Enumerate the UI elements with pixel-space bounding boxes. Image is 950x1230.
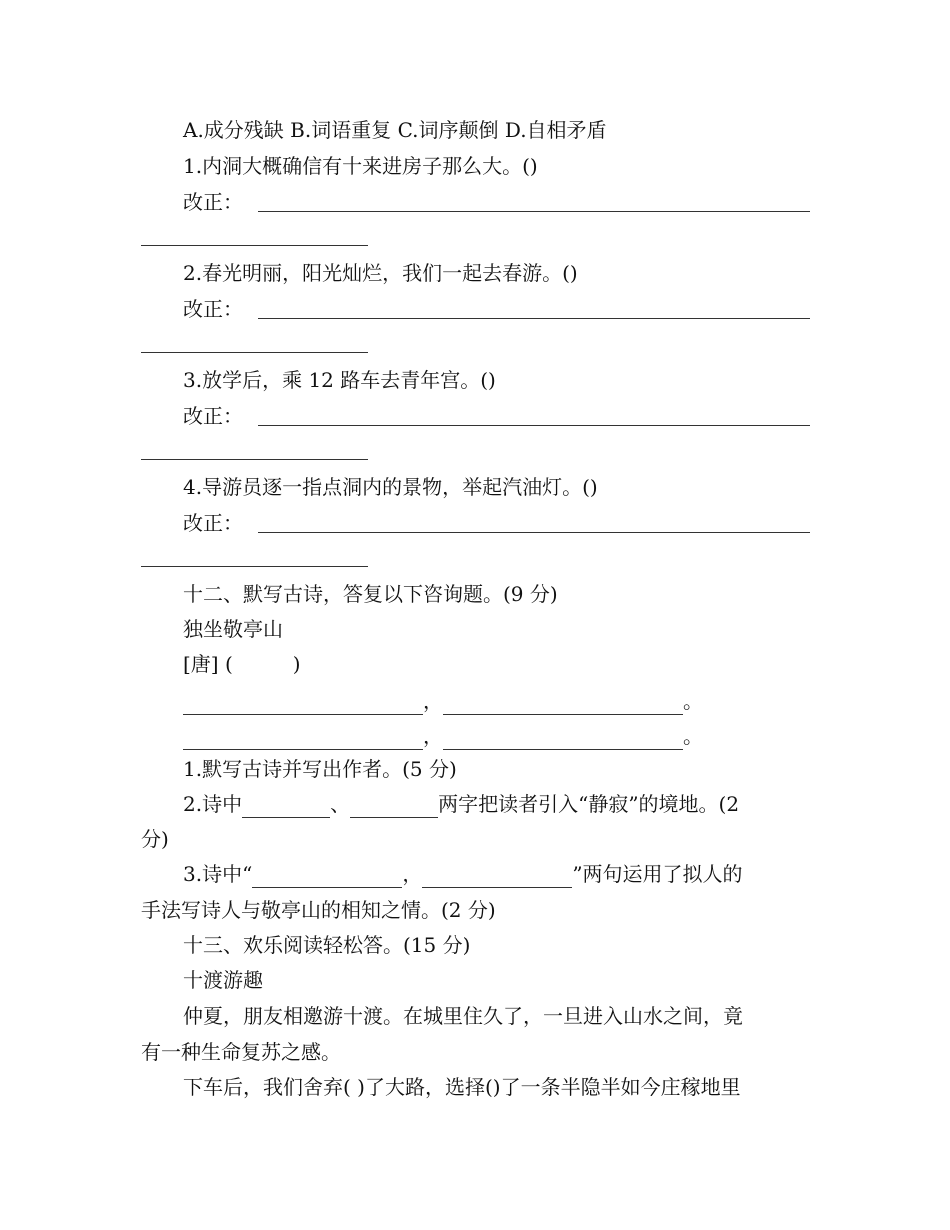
- poem-line-2: [183, 722, 703, 750]
- correction-sentence-3: 3.放学后，乘 12 路车去青年宫。(): [183, 368, 496, 392]
- question-2-continued: 分): [141, 827, 169, 851]
- poem-comma: ，: [423, 689, 443, 713]
- poem-comma: ，: [423, 724, 443, 748]
- section-12-heading: 十二、默写古诗，答复以下咨询题。(9 分): [183, 582, 558, 606]
- question-2-separator: 、: [330, 792, 351, 816]
- question-3: [183, 860, 743, 888]
- poem-blank-1[interactable]: [183, 694, 423, 715]
- poem-blank-2[interactable]: [443, 694, 683, 715]
- poem-period: 。: [683, 724, 703, 748]
- question-2-suffix: 两字把读者引入“静寂”的境地。(2: [438, 792, 740, 816]
- poem-dynasty-author: [唐] ( ): [183, 652, 301, 676]
- question-2-blank-2[interactable]: [350, 797, 438, 818]
- correction-sentence-2: 2.春光明丽，阳光灿烂，我们一起去春游。(): [183, 261, 578, 285]
- poem-blank-3[interactable]: [183, 729, 423, 750]
- correction-label-3: 改正：: [183, 404, 243, 428]
- poem-line-1: [183, 687, 703, 715]
- paragraph-2-line-1: 下车后，我们舍弃( )了大路，选择()了一条半隐半如今庄稼地里: [183, 1075, 741, 1099]
- answer-line-4a[interactable]: [258, 532, 810, 533]
- question-3-comma: ，: [402, 862, 423, 886]
- question-2-blank-1[interactable]: [242, 797, 330, 818]
- question-3-continued: 手法写诗人与敬亭山的相知之情。(2 分): [141, 898, 496, 922]
- poem-blank-4[interactable]: [443, 729, 683, 750]
- correction-sentence-4: 4.导游员逐一指点洞内的景物，举起汽油灯。(): [183, 475, 598, 499]
- question-3-blank-2[interactable]: [422, 867, 572, 888]
- question-2-prefix: 2.诗中: [183, 792, 243, 816]
- section-13-heading: 十三、欢乐阅读轻松答。(15 分): [183, 933, 471, 957]
- paragraph-1-line-2: 有一种生命复苏之感。: [141, 1040, 341, 1064]
- question-3-blank-1[interactable]: [252, 867, 402, 888]
- correction-sentence-1: 1.内洞大概确信有十来进房子那么大。(): [183, 154, 538, 178]
- answer-line-3a[interactable]: [258, 425, 810, 426]
- answer-line-2a[interactable]: [258, 318, 810, 319]
- question-1: 1.默写古诗并写出作者。(5 分): [183, 757, 457, 781]
- paragraph-1-line-1: 仲夏，朋友相邀游十渡。在城里住久了，一旦进入山水之间，竟: [183, 1004, 743, 1028]
- answer-line-3b[interactable]: [141, 459, 368, 460]
- answer-line-1b[interactable]: [141, 245, 368, 246]
- answer-line-1a[interactable]: [258, 211, 810, 212]
- article-title: 十渡游趣: [183, 968, 263, 992]
- poem-title: 独坐敬亭山: [183, 617, 283, 641]
- question-3-prefix: 3.诗中“: [183, 862, 253, 886]
- question-2: [183, 790, 739, 818]
- correction-label-2: 改正：: [183, 297, 243, 321]
- question-3-suffix: ”两句运用了拟人的: [572, 862, 743, 886]
- answer-line-4b[interactable]: [141, 566, 368, 567]
- poem-period: 。: [683, 689, 703, 713]
- answer-line-2b[interactable]: [141, 352, 368, 353]
- correction-label-4: 改正：: [183, 511, 243, 535]
- options-line: A.成分残缺 B.词语重复 C.词序颠倒 D.自相矛盾: [183, 118, 607, 142]
- correction-label-1: 改正：: [183, 190, 243, 214]
